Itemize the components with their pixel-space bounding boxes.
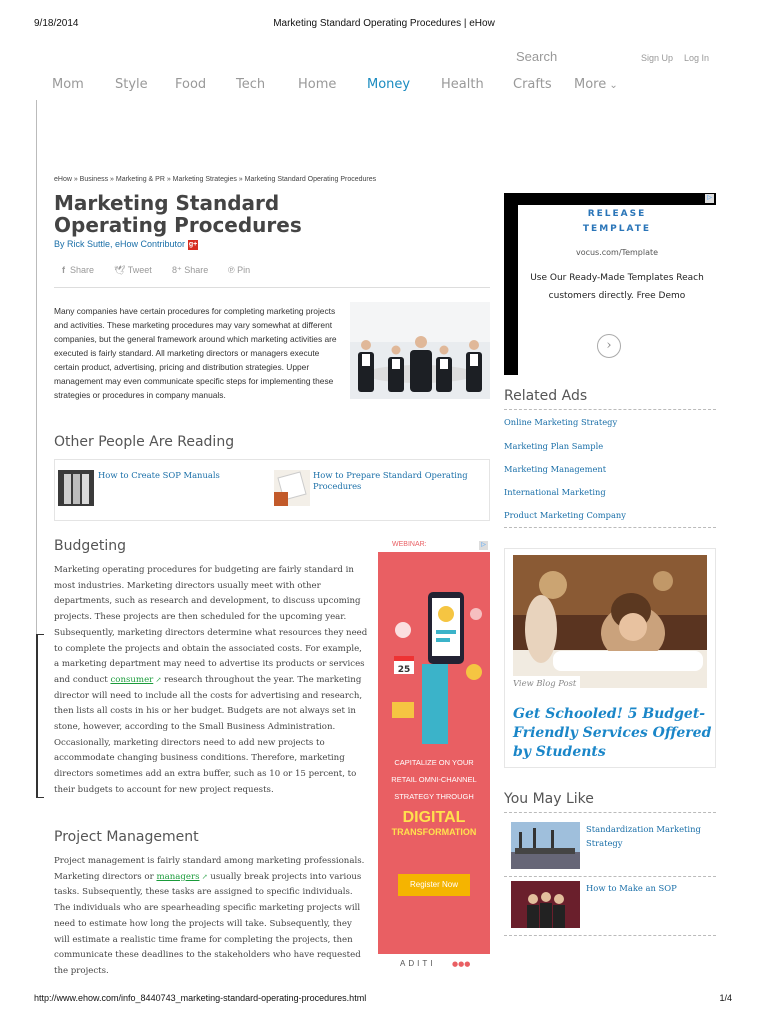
other-reading-link[interactable]: How to Prepare Standard Operating Procedures (313, 470, 468, 491)
related-ads-heading: Related Ads (504, 388, 588, 404)
external-link-icon: ↗ (199, 872, 208, 881)
pinterest-icon: ℗ (228, 265, 235, 275)
external-link-icon: ↗ (153, 675, 162, 684)
chevron-right-icon[interactable]: › (597, 334, 621, 358)
related-ad-link[interactable]: Marketing Plan Sample (504, 441, 604, 451)
register-now-button[interactable]: Register Now (398, 874, 470, 896)
chevron-down-icon: ⌄ (606, 80, 618, 91)
calendar-day: 25 (397, 665, 411, 675)
divider (54, 287, 490, 288)
meeting-photo (350, 302, 490, 399)
related-ad-link[interactable]: Product Marketing Company (504, 510, 626, 520)
breadcrumb[interactable]: eHow » Business » Marketing & PR » Marketing Strategies » Marketing Standard Operating Procedures (54, 176, 377, 183)
other-reading-heading: Other People Are Reading (54, 434, 235, 450)
keyword-link-consumer[interactable]: consumer (110, 674, 154, 685)
brand-dots-icon: ●●● (452, 960, 471, 968)
gplus-icon: 8⁺ (172, 265, 182, 275)
you-may-like-heading: You May Like (504, 791, 594, 807)
nav-food[interactable]: Food (175, 77, 207, 92)
divider (504, 527, 716, 528)
nav-crafts[interactable]: Crafts (513, 77, 552, 92)
standardization-thumbnail[interactable] (511, 822, 580, 869)
share-label: Share (184, 265, 209, 275)
other-reading-box (54, 459, 490, 521)
ad-tag-bar (378, 540, 490, 552)
blog-promo[interactable] (504, 548, 716, 768)
nav-money[interactable]: Money (367, 77, 411, 92)
share-label: Share (70, 265, 95, 275)
google-plus-icon[interactable]: g+ (188, 240, 198, 248)
intro-paragraph: Many companies have certain procedures for completing marketing projects and activities. These marketing procedures may vary somewhat at different companies, but the general framework around which marketing activities are executed is fairly standard. All marketing directors or managers execute certain product, advertising, pricing and distribution strategies. Upper management may even communicate specific steps for implementing these strategies or procedures in company manuals. (54, 306, 337, 400)
budgeting-paragraph (54, 563, 368, 799)
ad-side-bar (504, 193, 518, 375)
related-ad-link[interactable]: Marketing Management (504, 464, 607, 474)
divider (504, 812, 716, 813)
ad-line-1: CAPITALIZE ON YOUR (394, 758, 474, 767)
selection-bracket (36, 634, 44, 798)
twitter-icon: 🕊 (114, 265, 126, 275)
phone-illustration (378, 552, 490, 752)
pm-text-b: usually break projects into various tasks. Subsequently, these tasks are assigned to specific individuals. The individuals who are spearheading specific marketing projects will need to estimate how long the projects will take. Subsequently, they will estimate a realistic time frame for completing the projects, then communicate these deadlines to the stakeholders who have requested the projects. (54, 871, 362, 976)
ad-line-3: STRATEGY THROUGH (394, 792, 474, 801)
login-link[interactable]: Log In (684, 53, 710, 63)
sop-thumbnail[interactable] (511, 881, 580, 928)
ad-headline (518, 207, 716, 237)
gplus-share-button[interactable] (172, 265, 208, 276)
ad-headline-line1: RELEASE (587, 209, 647, 219)
blog-photo (513, 555, 707, 688)
ad-sub-text: TRANSFORMATION (391, 827, 477, 837)
other-reading-link[interactable]: How to Create SOP Manuals (98, 470, 220, 480)
pin-button[interactable] (228, 265, 250, 275)
ad-big-text: DIGITAL (402, 809, 466, 826)
ad-headline-line2: TEMPLATE (582, 224, 652, 234)
divider (504, 935, 716, 936)
print-url: http://www.ehow.com/info_8440743_marketing-standard-operating-procedures.html (34, 993, 367, 1003)
author-link[interactable]: By Rick Suttle, eHow Contributor (54, 239, 186, 249)
adchoices-icon[interactable]: ▷ (705, 194, 714, 203)
tweet-label: Tweet (127, 265, 152, 275)
facebook-icon: f (62, 265, 65, 275)
page-title: Marketing Standard Operating Procedures (54, 191, 302, 237)
ad-body: Use Our Ready-Made Templates Reach customers directly. Free Demo (530, 273, 704, 301)
divider (504, 409, 716, 410)
template-ad[interactable] (504, 193, 716, 375)
budgeting-text-a: Marketing operating procedures for budgeting are fairly standard in most industries. Marketing directors usually meet with other departments, such as research and development, to discuss upcoming projects. These projects are then scheduled for the upcoming year. Subsequently, marketing directors determine what resources they need to complete the projects and obtain the associated costs. For example, a marketing department may need to advertise its products or services and conduct (54, 565, 368, 685)
ad-footer (378, 954, 490, 974)
signup-link[interactable]: Sign Up (641, 53, 674, 63)
webinar-ad[interactable] (378, 540, 490, 974)
author-byline[interactable] (54, 239, 198, 250)
ad-top-bar (504, 193, 716, 205)
ad-tag: WEBINAR: (392, 541, 427, 548)
print-page-number: 1/4 (719, 993, 732, 1003)
procedures-thumbnail[interactable] (274, 470, 310, 506)
print-title: Marketing Standard Operating Procedures | eHow (273, 18, 495, 29)
view-blog-post-link[interactable]: View Blog Post (509, 676, 580, 690)
tweet-button[interactable] (114, 265, 152, 276)
divider (504, 876, 716, 877)
nav-style[interactable]: Style (115, 77, 148, 92)
facebook-share-button[interactable] (62, 265, 94, 275)
nav-more-label: More (574, 77, 607, 92)
blog-title[interactable]: Get Schooled! 5 Budget-Friendly Services Offered by Students (513, 706, 712, 760)
nav-tech[interactable]: Tech (236, 77, 266, 92)
pm-paragraph (54, 854, 368, 980)
nav-more[interactable] (574, 77, 618, 92)
adchoices-icon[interactable]: ▷ (479, 541, 488, 550)
print-date: 9/18/2014 (34, 18, 79, 29)
nav-home[interactable]: Home (298, 77, 337, 92)
ad-brand: ADITI (400, 959, 436, 968)
section-heading-budgeting: Budgeting (54, 538, 127, 554)
section-heading-project-management: Project Management (54, 829, 199, 845)
sop-manual-thumbnail[interactable] (58, 470, 94, 506)
related-ad-link[interactable]: International Marketing (504, 487, 606, 497)
pm-text-a: Project management is fairly standard among marketing professionals. Marketing directors or (54, 856, 365, 882)
budgeting-text-b: research throughout the year. The marketing director will need to include all the costs for advertising and research, then lists all costs in his or her budget. Budgets are not always set in stone, however, according to the Small Business Administration. Occasionally, marketing directors need to add new projects to accommodate changing business conditions. Therefore, marketing directors sometimes add an extra buffer, such as 10 or 15 percent, to their budgets to account for new project requests. (54, 674, 363, 795)
ad-url[interactable]: vocus.com/Template (575, 248, 659, 257)
nav-mom[interactable]: Mom (52, 77, 84, 92)
pin-label: Pin (237, 265, 251, 275)
you-may-like-link[interactable]: How to Make an SOP (586, 883, 677, 893)
nav-health[interactable]: Health (441, 77, 484, 92)
keyword-link-managers[interactable]: managers (156, 871, 200, 882)
search-input[interactable]: Search (516, 49, 558, 64)
related-ad-link[interactable]: Online Marketing Strategy (504, 417, 618, 427)
ad-line-2: RETAIL OMNI-CHANNEL (391, 775, 477, 784)
you-may-like-link[interactable]: Standardization Marketing Strategy (586, 824, 701, 848)
